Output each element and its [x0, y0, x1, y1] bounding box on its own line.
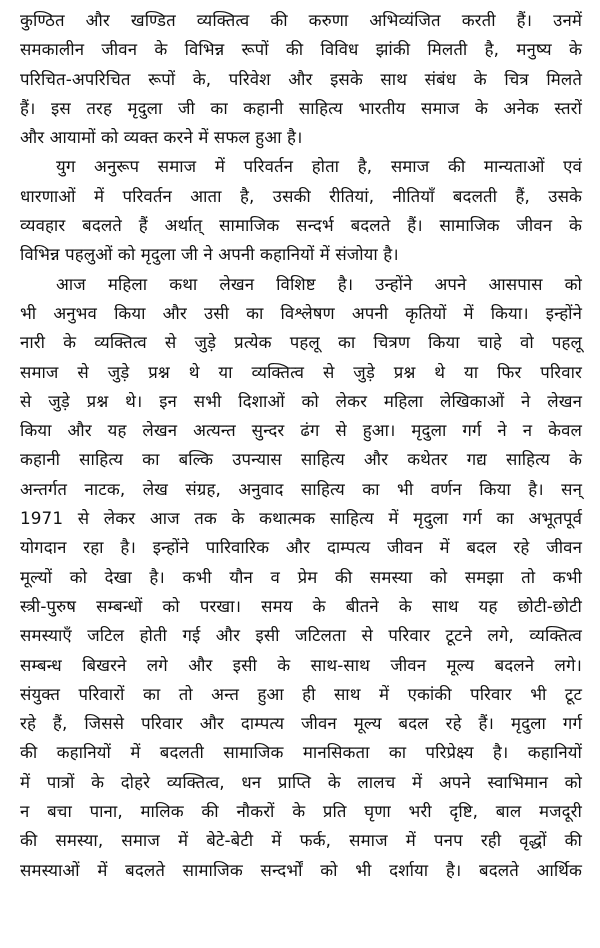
text-line: समस्याओं में बदलते सामाजिक सन्दर्भों को भी दर्शाया है। बदलते आर्थिक: [20, 859, 582, 880]
text-line: मूल्यों को देखा है। कभी यौन व प्रेम की समस्या को समझा तो कभी: [20, 566, 582, 587]
text-line: की समस्या, समाज में बेटे-बेटी में फर्क, समाज में पनप रही वृद्धों की: [20, 830, 582, 851]
text-line: विभिन्न पहलुओं को मृदुला जी ने अपनी कहानियों में संजोया है।: [20, 244, 399, 265]
text-line: में पात्रों के दोहरे व्यक्तित्व, धन प्राप्ति के लालच में अपने स्वाभिमान को: [20, 771, 582, 792]
text-line: 1971 से लेकर आज तक के कथात्मक साहित्य में मृदुला गर्ग का अभूतपूर्व: [20, 508, 582, 529]
text-line: समकालीन जीवन के विभिन्न रूपों की विविध झांकी मिलती है, मनुष्य के: [20, 39, 582, 60]
text-line: योगदान रहा है। इन्होंने पारिवारिक और दाम्पत्य जीवन में बदल रहे जीवन: [20, 537, 582, 558]
text-line: रहे हैं, जिससे परिवार और दाम्पत्य जीवन मूल्य बदल रहे हैं। मृदुला गर्ग: [20, 713, 582, 734]
text-line: की कहानियों में बदलती सामाजिक मानसिकता का परिप्रेक्ष्य है। कहानियों: [20, 742, 582, 763]
text-line: आज महिला कथा लेखन विशिष्ट है। उन्होंने अपने आसपास को: [56, 273, 582, 294]
text-line: से जुड़े प्रश्न थे। इन सभी दिशाओं को लेकर महिला लेखिकाओं ने लेखन: [20, 390, 582, 411]
text-line: परिचित-अपरिचित रूपों के, परिवेश और इसके साथ संबंध के चित्र मिलते: [20, 68, 582, 89]
text-line: स्त्री-पुरुष सम्बन्धों को परखा। समय के बीतने के साथ यह छोटी-छोटी: [20, 595, 582, 616]
text-line: न बचा पाना, मालिक की नौकरों के प्रति घृणा भरी दृष्टि, बाल मजदूरी: [20, 801, 582, 822]
text-line: संयुक्त परिवारों का तो अन्त हुआ ही साथ में एकांकी परिवार भी टूट: [20, 683, 582, 704]
paragraph-3: [20, 270, 582, 885]
text-line: युग अनुरूप समाज में परिवर्तन होता है, समाज की मान्यताओं एवं: [56, 156, 582, 177]
text-line: व्यवहार बदलते हैं अर्थात् सामाजिक सन्दर्भ बदलते हैं। सामाजिक जीवन के: [20, 215, 582, 236]
text-line: धारणाओं में परिवर्तन आता है, उसकी रीतियां, नीतियाँ बदलती हैं, उसके: [20, 185, 582, 206]
text-line: सम्बन्ध बिखरने लगे और इसी के साथ-साथ जीवन मूल्य बदलने लगे।: [20, 654, 582, 675]
text-line: किया और यह लेखन अत्यन्त सुन्दर ढंग से हुआ। मृदुला गर्ग ने न केवल: [20, 420, 582, 441]
text-line: कहानी साहित्य का बल्कि उपन्यास साहित्य और कथेतर गद्य साहित्य के: [20, 449, 582, 470]
paragraph-1: [20, 6, 582, 152]
text-line: कुण्ठित और खण्डित व्यक्तित्व की करुणा अभिव्यंजित करती हैं। उनमें: [20, 10, 582, 30]
text-line: समस्याएँ जटिल होती गई और इसी जटिलता से परिवार टूटने लगे, व्यक्तित्व: [20, 625, 582, 646]
paragraph-2: [20, 152, 582, 269]
text-line: नारी के व्यक्तित्व से जुड़े प्रत्येक पहलू का चित्रण किया चाहे वो पहलू: [20, 332, 582, 353]
text-line: भी अनुभव किया और उसी का विश्लेषण अपनी कृतियों में किया। इन्होंने: [20, 302, 582, 323]
text-line: अन्तर्गत नाटक, लेख संग्रह, अनुवाद साहित्य का भी वर्णन किया है। सन्: [20, 478, 582, 499]
text-line: हैं। इस तरह मृदुला जी का कहानी साहित्य भारतीय समाज के अनेक स्तरों: [20, 97, 582, 118]
text-line: समाज से जुड़े प्रश्न थे या व्यक्तित्व से जुड़े प्रश्न थे या फिर परिवार: [20, 361, 582, 382]
text-line: और आयामों को व्यक्त करने में सफल हुआ है।: [20, 127, 303, 148]
